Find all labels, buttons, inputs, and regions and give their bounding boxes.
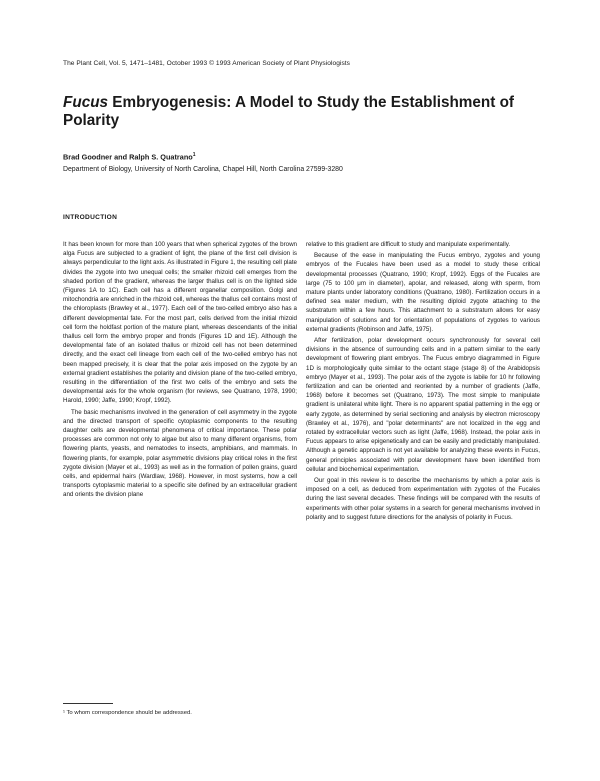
paragraph: After fertilization, polar development occurs synchronously for several cell divisions in the absence of surrounding cells and in a pattern similar to the early development of flowering plant embryos. The Fucus embryo diagrammed in Figure 1D is morphologically quite similar to the octant stage (stage 8) of the Arabidopsis embryo (Mayer et al., 1993). The polar axis of the zygote is labile for 10 hr following fertilization and can be oriented and reoriented by a number of gradients (Jaffe, 1968) before it becomes set (Quatrano, 1973). The most simple to manipulate gradient is unilateral white light. There is no apparent spatial patterning in the egg or early zygote, as determined by serial sectioning and analysis by electron microscopy (Brawley et al., 1976), and "polar determinants" are not localized in the egg and rotated by extracellular vectors such as light (Jaffe, 1968). Instead, the polar axis in Fucus appears to arise epigenetically and can be easily and predictably manipulated. Although a genetic approach is not yet available for analyzing these events in Fucus, general principles associated with polar development have been identified from cellular and biochemical experimentation. [306, 337, 540, 473]
journal-citation-line: The Plant Cell, Vol. 5, 1471–1481, October 1993 © 1993 American Society of Plant Physiologists [63, 60, 351, 67]
paragraph: relative to this gradient are difficult to study and manipulate experimentally. [306, 241, 511, 248]
text-column-left [63, 240, 297, 500]
paragraph: Because of the ease in manipulating the Fucus embryo, zygotes and young embryos of the Fucales have been used as a model to study these critical developmental processes (Quatrano, 1990; Kropf, 1992). Eggs of the Fucales are large (75 to 100 μm in diameter), apolar, and released, along with sperm, from mature plants under laboratory conditions (Quatrano, 1980). Fertilization occurs in a defined sea water medium, with the resulting diploid zygote attaching to the substratum within a few hours. This attachment to a substratum allows for easy manipulation of solutions and for orientation of populations of zygotes to various external gradients (Robinson and Jaffe, 1975). [306, 252, 540, 333]
article-title [63, 94, 553, 130]
author-line [63, 152, 196, 161]
paragraph: Our goal in this review is to describe the mechanisms by which a polar axis is imposed on a cell, as deduced from experimentation with zygotes of the Fucales during the last several decades. These findings will be compared with the results of experiments with other polar systems in a search for general mechanisms involved in polarity and to suggest future directions for the analysis of polarity in Fucus. [306, 477, 540, 521]
paragraph: The basic mechanisms involved in the generation of cell asymmetry in the zygote and the directed transport of specific cytoplasmic components to the resulting daughter cells are developmental phenomena of critical importance. These polar processes are common not only to algae but also to many different organisms, from flowering plants, yeasts, and nematodes to insects, amphibians, and mammals. In flowering plants, for example, polar asymmetric divisions play critical roles in the first zygote division (Mayer et al., 1993) as well as in the formation of pollen grains, guard cells, and epidermal hairs (Wardlaw, 1968). However, in most systems, how a cell transports cytoplasmic material to a specific site defined by an extracellular gradient and orients the division plane [63, 408, 297, 499]
affiliation: Department of Biology, University of North Carolina, Chapel Hill, North Carolina 27599-3280 [63, 166, 343, 173]
paragraph: It has been known for more than 100 years that when spherical zygotes of the brown alga Fucus are subjected to a gradient of light, the plane of the first cell division is always perpendicular to the light axis. As illustrated in Figure 1, the resulting cell plate divides the zygote into two unequal cells; the smaller rhizoid cell emerges from the shaded portion of the gradient, whereas the larger thallus cell is on the lighted side (Figures 1A to 1C). Each cell has a different organellar composition. Golgi and mitochondria are enriched in the rhizoid cell, whereas the thallus cell contains most of the chloroplasts (Brawley et al., 1977). Each cell of the two-celled embryo also has a different developmental fate. For the most part, cells derived from the initial rhizoid cell form the holdfast portion of the mature plant, whereas descendants of the initial thallus cell form the embryo proper and fronds (Figures 1D and 1E). Although the developmental fate of an isolated thallus or rhizoid cell has not been determined directly, and the exact cell lineage from each cell of the two-celled embryo has not been mapped precisely, it is clear that the polar axis imposed on the zygote by an external gradient establishes the polarity and division plane of the two-celled embryo, resulting in the differentiation of the first two cells of the embryo and sets the developmental axis for the whole organism (for reviews, see Quatrano, 1978, 1990; Harold, 1990; Jaffe, 1990; Kropf, 1992). [63, 241, 297, 405]
author-names: Brad Goodner and Ralph S. Quatrano [63, 152, 193, 162]
section-heading: INTRODUCTION [63, 214, 118, 221]
title-rest: Embryogenesis: A Model to Study the Establishment of Polarity [63, 94, 515, 129]
footnote-rule [63, 703, 113, 704]
footnote: ¹ To whom correspondence should be addressed. [63, 710, 192, 716]
title-italic-genus: Fucus [63, 94, 109, 111]
author-footnote-marker: 1 [192, 152, 196, 158]
text-column-right [306, 240, 540, 522]
